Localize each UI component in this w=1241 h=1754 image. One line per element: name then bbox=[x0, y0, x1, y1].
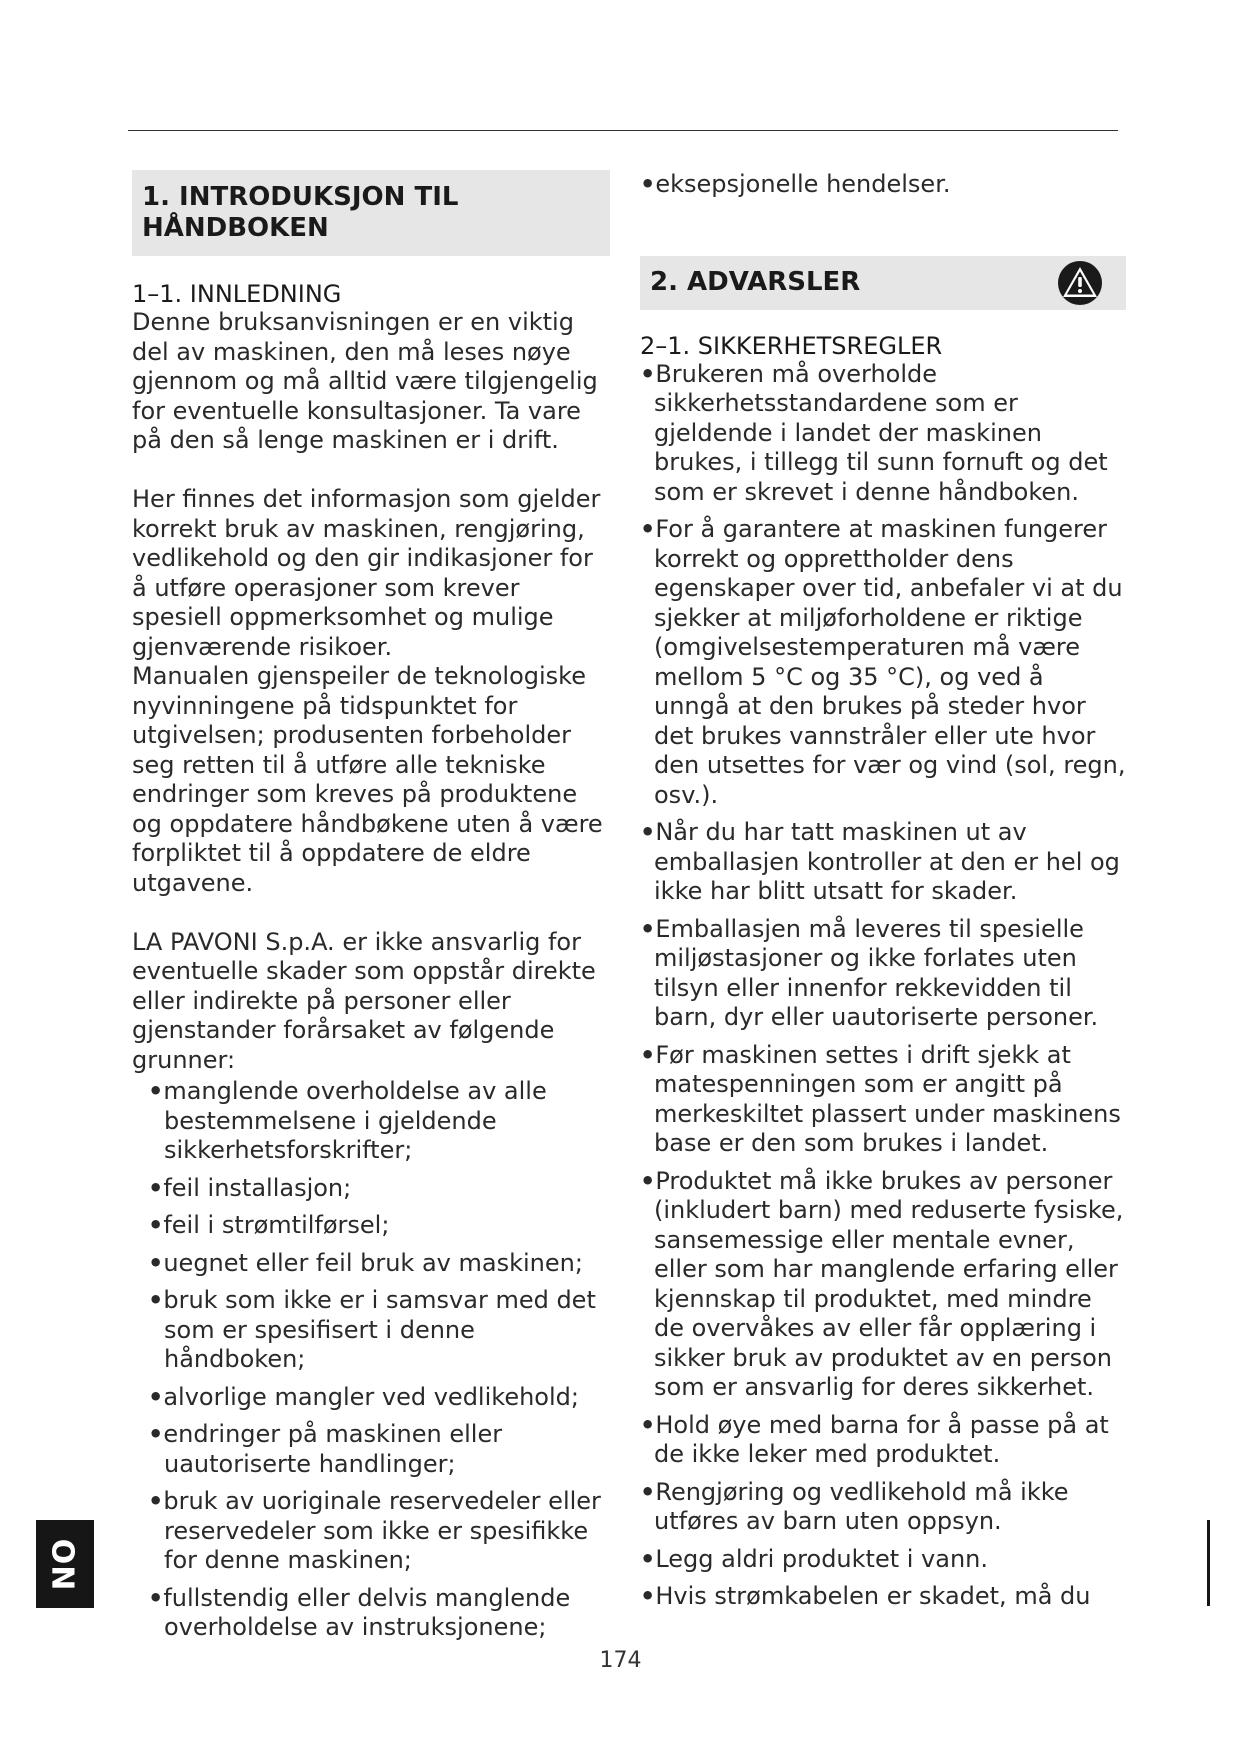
list-item: •bruk av uoriginale reservedeler eller reservedeler som ikke er spesifikke for denne maskinen; bbox=[148, 1487, 601, 1574]
list-item: •feil installasjon; bbox=[148, 1173, 352, 1202]
liability-causes-list bbox=[148, 1077, 610, 1643]
list-item: •alvorlige mangler ved vedlikehold; bbox=[148, 1382, 579, 1411]
list-item: •uegnet eller feil bruk av maskinen; bbox=[148, 1248, 583, 1277]
list-item: •Legg aldri produktet i vann. bbox=[640, 1544, 989, 1573]
list-item: •For å garantere at maskinen fungerer korrekt og opprettholder dens egenskaper over tid, anbefaler vi at du sjekker at miljøforholdene er riktige (omgivelsestemperaturen må være mellom 5 °C og 35 °C), og ved å unngå at den brukes på steder hvor det brukes vannstråler eller ute hvor den utsettes for vær og vind (sol, regn, osv.). bbox=[640, 515, 1126, 809]
continuation-bar bbox=[1207, 1520, 1210, 1606]
safety-rules-list bbox=[640, 360, 1126, 1612]
list-item: •Rengjøring og vedlikehold må ikke utføres av barn uten oppsyn. bbox=[640, 1477, 1069, 1535]
subsection-2-1-title: 2–1. SIKKERHETSREGLER bbox=[640, 331, 943, 360]
list-item: •Hvis strømkabelen er skadet, må du bbox=[640, 1582, 1091, 1610]
list-item: •eksepsjonelle hendelser. bbox=[640, 170, 951, 198]
section-2-title bbox=[640, 256, 1126, 310]
list-item: •Brukeren må overholde sikkerhetsstandardene som er gjeldende i landet der maskinen brukes, i tillegg til sunn fornuft og det som er skrevet i denne håndboken. bbox=[640, 359, 1108, 506]
list-item: •feil i strømtilførsel; bbox=[148, 1211, 390, 1239]
list-item: •Emballasjen må leveres til spesielle miljøstasjoner og ikke forlates uten tilsyn eller innenfor rekkevidden til barn, dyr eller uautoriserte personer. bbox=[640, 914, 1099, 1031]
list-item: •bruk som ikke er i samsvar med det som er spesifisert i denne håndboken; bbox=[148, 1286, 596, 1373]
intro-paragraph-3: Manualen gjenspeiler de teknologiske nyvinningene på tidspunktet for utgivelsen; produsenten forbeholder seg retten til å utføre alle tekniske endringer som kreves på produktene og oppdatere håndbøkene uten å være forpliktet til å oppdatere de eldre utgavene. bbox=[132, 662, 603, 897]
page-number: 174 bbox=[599, 1648, 642, 1673]
liability-causes-continued bbox=[640, 170, 1126, 200]
liability-paragraph: LA PAVONI S.p.A. er ikke ansvarlig for eventuelle skader som oppstår direkte eller indirekte på personer eller gjenstander forårsaket av følgende grunner: bbox=[132, 927, 596, 1074]
list-item: •fullstendig eller delvis manglende overholdelse av instruksjonene; bbox=[148, 1583, 571, 1641]
list-item: •manglende overholdelse av alle bestemmelsene i gjeldende sikkerhetsforskrifter; bbox=[148, 1077, 547, 1164]
list-item: •Før maskinen settes i drift sjekk at matespenningen som er angitt på merkeskiltet plassert under maskinens base er den som brukes i landet. bbox=[640, 1040, 1121, 1157]
list-item: •Når du har tatt maskinen ut av emballasjen kontroller at den er hel og ikke har blitt utsatt for skader. bbox=[640, 818, 1120, 905]
section-1-title: 1. INTRODUKSJON TIL HÅNDBOKEN bbox=[132, 170, 610, 256]
warning-triangle-icon bbox=[1056, 260, 1104, 306]
language-tab bbox=[36, 1520, 94, 1608]
subsection-1-1-title: 1–1. INNLEDNING bbox=[132, 280, 342, 308]
right-column bbox=[640, 170, 1126, 1620]
intro-paragraph-1: Denne bruksanvisningen er en viktig del av maskinen, den må leses nøye gjennom og må alltid være tilgjengelig for eventuelle konsultasjoner. Ta vare på den så lenge maskinen er i drift. bbox=[132, 308, 598, 454]
language-code: NO bbox=[47, 1537, 83, 1591]
list-item: •endringer på maskinen eller uautoriserte handlinger; bbox=[148, 1420, 503, 1478]
section-2-title-text: 2. ADVARSLER bbox=[650, 266, 861, 297]
left-column bbox=[132, 170, 610, 1651]
list-item: •Produktet må ikke brukes av personer (inkludert barn) med reduserte fysiske, sansemessige eller mentale evner, eller som har manglende erfaring eller kjennskap til produktet, med mindre de overvåkes av eller får opplæring i sikker bruk av produktet av en person som er ansvarlig for deres sikkerhet. bbox=[640, 1166, 1124, 1401]
intro-paragraph-2: Her finnes det informasjon som gjelder korrekt bruk av maskinen, rengjøring, vedlikehold og den gir indikasjoner for å utføre operasjoner som krever spesiell oppmerksomhet og mulige gjenværende risikoer. bbox=[132, 485, 601, 661]
header-rule bbox=[128, 130, 1118, 131]
list-item: •Hold øye med barna for å passe på at de ikke leker med produktet. bbox=[640, 1410, 1109, 1468]
